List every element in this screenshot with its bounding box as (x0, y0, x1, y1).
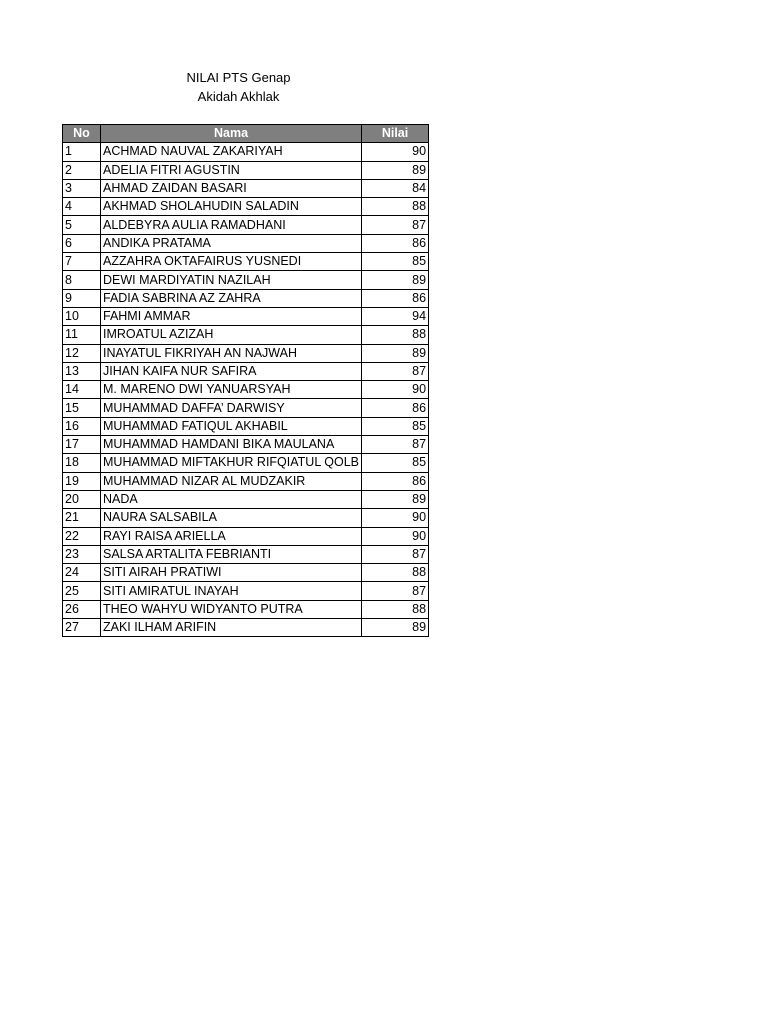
cell-nilai: 87 (362, 545, 429, 563)
cell-nilai: 94 (362, 307, 429, 325)
table-row (63, 216, 429, 234)
cell-nilai: 88 (362, 600, 429, 618)
cell-no: 5 (63, 216, 101, 234)
cell-nama: ANDIKA PRATAMA (101, 234, 362, 252)
table-row (63, 600, 429, 618)
grades-table (62, 124, 429, 637)
cell-nilai: 86 (362, 399, 429, 417)
table-row (63, 307, 429, 325)
table-row (63, 417, 429, 435)
table-row (63, 527, 429, 545)
cell-nama: AZZAHRA OKTAFAIRUS YUSNEDI (101, 253, 362, 271)
table-row (63, 344, 429, 362)
cell-nilai: 89 (362, 161, 429, 179)
table-row (63, 362, 429, 380)
table-row (63, 161, 429, 179)
cell-nilai: 90 (362, 509, 429, 527)
table-header-row (63, 125, 429, 143)
cell-nilai: 90 (362, 143, 429, 161)
cell-nama: SITI AMIRATUL INAYAH (101, 582, 362, 600)
table-row (63, 234, 429, 252)
cell-no: 15 (63, 399, 101, 417)
cell-no: 7 (63, 253, 101, 271)
cell-nilai: 86 (362, 472, 429, 490)
cell-no: 26 (63, 600, 101, 618)
cell-no: 13 (63, 362, 101, 380)
cell-nama: INAYATUL FIKRIYAH AN NAJWAH (101, 344, 362, 362)
column-header-no: No (63, 125, 101, 143)
cell-nilai: 87 (362, 436, 429, 454)
cell-no: 14 (63, 381, 101, 399)
cell-nama: AKHMAD SHOLAHUDIN SALADIN (101, 198, 362, 216)
cell-nilai: 90 (362, 381, 429, 399)
cell-nama: SITI AIRAH PRATIWI (101, 564, 362, 582)
cell-nama: DEWI MARDIYATIN NAZILAH (101, 271, 362, 289)
cell-nama: NADA (101, 490, 362, 508)
document-subtitle: Akidah Akhlak (197, 89, 280, 104)
cell-nama: MUHAMMAD FATIQUL AKHABIL (101, 417, 362, 435)
table-row (63, 381, 429, 399)
cell-nilai: 85 (362, 253, 429, 271)
cell-nilai: 88 (362, 198, 429, 216)
table-body (63, 143, 429, 637)
cell-nama: RAYI RAISA ARIELLA (101, 527, 362, 545)
cell-no: 16 (63, 417, 101, 435)
cell-no: 22 (63, 527, 101, 545)
table-row (63, 179, 429, 197)
table-row (63, 271, 429, 289)
table-row (63, 454, 429, 472)
cell-nilai: 89 (362, 271, 429, 289)
cell-nilai: 90 (362, 527, 429, 545)
cell-nama: ALDEBYRA AULIA RAMADHANI (101, 216, 362, 234)
cell-nama: NAURA SALSABILA (101, 509, 362, 527)
cell-nilai: 89 (362, 490, 429, 508)
cell-nama: FADIA SABRINA AZ ZAHRA (101, 289, 362, 307)
cell-nama: ACHMAD NAUVAL ZAKARIYAH (101, 143, 362, 161)
cell-no: 2 (63, 161, 101, 179)
table-row (63, 326, 429, 344)
cell-nilai: 84 (362, 179, 429, 197)
cell-nama: AHMAD ZAIDAN BASARI (101, 179, 362, 197)
cell-nilai: 89 (362, 619, 429, 637)
table-row (63, 619, 429, 637)
cell-no: 23 (63, 545, 101, 563)
table-row (63, 472, 429, 490)
cell-nama: MUHAMMAD HAMDANI BIKA MAULANA (101, 436, 362, 454)
cell-nama: JIHAN KAIFA NUR SAFIRA (101, 362, 362, 380)
cell-no: 3 (63, 179, 101, 197)
cell-nilai: 86 (362, 234, 429, 252)
cell-no: 19 (63, 472, 101, 490)
cell-nama: ZAKI ILHAM ARIFIN (101, 619, 362, 637)
cell-nama: ADELIA FITRI AGUSTIN (101, 161, 362, 179)
cell-nama: M. MARENO DWI YANUARSYAH (101, 381, 362, 399)
table-row (63, 509, 429, 527)
cell-nama: IMROATUL AZIZAH (101, 326, 362, 344)
cell-nama: THEO WAHYU WIDYANTO PUTRA (101, 600, 362, 618)
cell-no: 17 (63, 436, 101, 454)
cell-no: 18 (63, 454, 101, 472)
table-row (63, 564, 429, 582)
table-row (63, 490, 429, 508)
table-row (63, 289, 429, 307)
cell-nilai: 85 (362, 417, 429, 435)
table-row (63, 198, 429, 216)
cell-no: 10 (63, 307, 101, 325)
cell-no: 1 (63, 143, 101, 161)
table-row (63, 143, 429, 161)
cell-no: 8 (63, 271, 101, 289)
cell-no: 9 (63, 289, 101, 307)
cell-no: 25 (63, 582, 101, 600)
cell-nama: FAHMI AMMAR (101, 307, 362, 325)
cell-no: 6 (63, 234, 101, 252)
cell-nilai: 88 (362, 564, 429, 582)
column-header-nama: Nama (101, 125, 362, 143)
cell-no: 21 (63, 509, 101, 527)
cell-nilai: 87 (362, 362, 429, 380)
cell-no: 4 (63, 198, 101, 216)
cell-no: 20 (63, 490, 101, 508)
cell-nilai: 89 (362, 344, 429, 362)
cell-no: 12 (63, 344, 101, 362)
cell-no: 24 (63, 564, 101, 582)
cell-no: 27 (63, 619, 101, 637)
cell-nama: MUHAMMAD DAFFA’ DARWISY (101, 399, 362, 417)
document-title: NILAI PTS Genap (186, 70, 291, 85)
cell-nama: MUHAMMAD MIFTAKHUR RIFQIATUL QOLB (101, 454, 362, 472)
cell-no: 11 (63, 326, 101, 344)
cell-nilai: 85 (362, 454, 429, 472)
cell-nilai: 88 (362, 326, 429, 344)
table-row (63, 545, 429, 563)
cell-nama: MUHAMMAD NIZAR AL MUDZAKIR (101, 472, 362, 490)
column-header-nilai: Nilai (362, 125, 429, 143)
cell-nilai: 87 (362, 216, 429, 234)
cell-nilai: 87 (362, 582, 429, 600)
table-row (63, 582, 429, 600)
table-row (63, 253, 429, 271)
table-row (63, 399, 429, 417)
cell-nilai: 86 (362, 289, 429, 307)
cell-nama: SALSA ARTALITA FEBRIANTI (101, 545, 362, 563)
table-row (63, 436, 429, 454)
